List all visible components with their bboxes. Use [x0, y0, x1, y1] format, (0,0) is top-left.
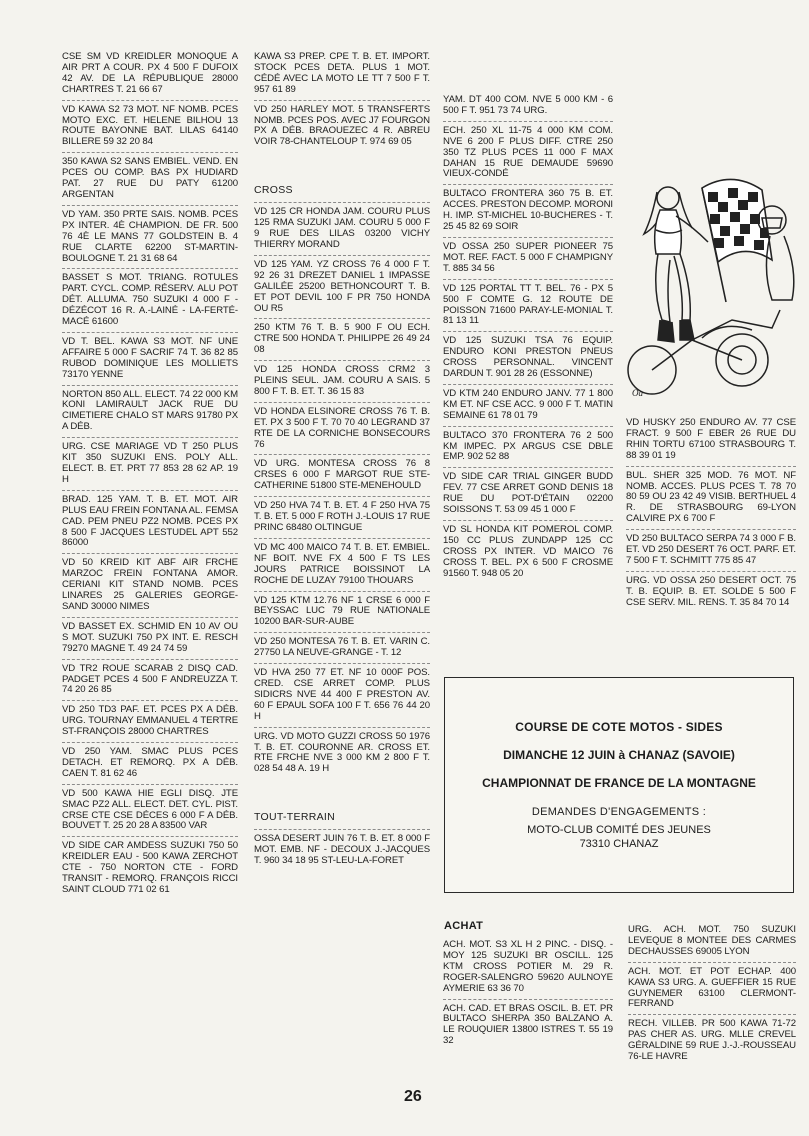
classified-ad: VD URG. MONTESA CROSS 76 8 CRSES 6 000 F MARGOT RUE STE-CATHERINE 51800 STE-MENEHOULD	[254, 459, 430, 497]
classified-ad: BRAD. 125 YAM. T. B. ET. MOT. AIR PLUS EAU FREIN FONTANA AL. FEMSA CAD. PEM PNEU PZ2 NOMB. PCES PX 8 500 F JACQUES LESTUDEL APT 552 86000	[62, 495, 238, 555]
classified-ad: VD 50 KREID KIT ABF AIR FRCHE MARZOC FREIN FONTANA AMOR. CERIANI KIT STAND NOMB. PCES LINARES 25 GALERIES GEORGE-SAND 30000 NIMES	[62, 558, 238, 618]
classified-ad: VD SIDE CAR AMDESS SUZUKI 750 50 KREIDLER EAU - 500 KAWA ZERCHOT CTE - 750 NORTON CTE - FORD TRANSIT - REMORQ. FRANÇOIS RICCI SAINT CLOUD 771 02 61	[62, 840, 238, 895]
classified-ad: 250 KTM 76 T. B. 5 900 F OU ECH. CTRE 500 HONDA T. PHILIPPE 26 49 24 08	[254, 323, 430, 361]
classified-ad: BUL. SHER 325 MOD. 76 MOT. NF NOMB. ACCES. PLUS PCES T. 78 70 80 59 OU 23 42 49 VISIB. BERTHUEL 4 R. DE STRASBOURG 69-LYON CALVIRE PX 6 700 F	[626, 471, 796, 531]
classified-ad: VD YAM. 350 PRTE SAIS. NOMB. PCES PX INTER. 4È CHAMPION. DE FR. 500 76 4È LE MANS 77 GOLDSTEIN B. 4 RUE CLARTE 62200 ST-MARTIN-BOULOGNE T. 21 31 68 64	[62, 210, 238, 270]
classified-ad: URG. VD MOTO GUZZI CROSS 50 1976 T. B. ET. COURONNE AR. CROSS ET. RTE FRCHE NVE 3 000 KM 2 800 F T. 028 54 48 A. 19 H	[254, 730, 430, 775]
classified-ad: VD TR2 ROUE SCARAB 2 DISQ CAD. PADGET PCES 4 500 F ANDREUZZA T. 74 20 26 85	[62, 664, 238, 702]
classifieds-column-4	[626, 418, 796, 617]
classified-ad: VD SIDE CAR TRIAL GINGER BUDD FEV. 77 CSE ARRET GOND DENIS 18 RUE DU POT-D'ÉTAIN 02200 SOISSONS T. 53 09 45 1 000 F	[443, 472, 613, 521]
classified-ad: VD 125 KTM 12.76 NF 1 CRSE 6 000 F BEYSSAC LUC 79 RUE NATIONALE 10200 BAR-SUR-AUBE	[254, 596, 430, 634]
classified-ad: NORTON 850 ALL. ELECT. 74 22 000 KM KONI LAMIRAULT JACK RUE DU CIMETIERE CHALO ST MARS 91780 PX A DÉB.	[62, 390, 238, 439]
classified-ad: URG. ACH. MOT. 750 SUZUKI LEVEQUE 8 MONTEE DES CARMES DECHAUSSES 69005 LYON	[628, 925, 796, 963]
classified-ad: VD HVA 250 77 ET. NF 10 000F POS. CRED. CSE ARRET COMP. PLUS SIDICRS NVE 44 400 F PRESTON AV. 60 F EPAUL SOFA 100 F T. 656 76 44 20 H	[254, 668, 430, 728]
classified-ad: VD 250 BULTACO SERPA 74 3 000 F B. ET. VD 250 DESERT 76 OCT. PARF. ET. 7 500 F T. SCHMITT 775 85 47	[626, 534, 796, 572]
classified-ad: VD 125 HONDA CROSS CRM2 3 PLEINS SEUL. JAM. COURU A SAIS. 5 800 F T. B. ET. T. 36 15 83	[254, 365, 430, 403]
section-heading-cross: CROSS	[254, 178, 430, 203]
event-date: DIMANCHE 12 JUIN à CHANAZ (SAVOIE)	[503, 748, 735, 762]
classified-ad: VD 250 HARLEY MOT. 5 TRANSFERTS NOMB. PCES POS. AVEC J7 FOURGON PX A DÉB. BRAOUEZEC 4 R. ABREU VOIR 78-CHANTELOUP T. 974 69 05	[254, 103, 430, 148]
classified-ad: VD KAWA S2 73 MOT. NF NOMB. PCES MOTO EXC. ET. HELENE BILHOU 13 ROUTE BAYONNE BAT. LILAS 64140 BILLERE 59 32 20 84	[62, 105, 238, 154]
classified-ad: VD 250 MONTESA 76 T. B. ET. VARIN C. 27750 LA NEUVE-GRANGE - T. 12	[254, 637, 430, 664]
section-heading-achat: ACHAT	[444, 920, 484, 932]
classified-ad: KAWA S3 PREP. CPE T. B. ET. IMPORT. STOCK PCES DETA. PLUS 1 MOT. CÉDÉ AVEC LA MOTO LE TT 7 500 F T. 957 61 89	[254, 52, 430, 101]
classified-ad: VD 125 PORTAL TT T. BEL. 76 - PX 5 500 F COMTE G. 12 ROUTE DE POISSON 71600 PARAY-LE-MONIAL T. 81 13 11	[443, 284, 613, 333]
classified-ad: URG. CSE MARIAGE VD T 250 PLUS KIT 350 SUZUKI ENS. POLY ALL. ELECT. B. ET. PRT 77 853 28 62 AP. 19 H	[62, 442, 238, 491]
decorative-header-graphic	[615, 80, 805, 140]
classified-ad: ACH. MOT. ET POT ECHAP. 400 KAWA S3 URG. A. GUEFFIER 15 RUE GUYNEMER 63100 CLERMONT-FERRAND	[628, 967, 796, 1016]
classified-ad: VD 125 SUZUKI TSA 76 EQUIP. ENDURO KONI PRESTON PNEUS CROSS PERSONNAL. VINCENT DARDUN T. 901 28 26 (ESSONNE)	[443, 336, 613, 385]
classified-ad: VD 125 YAM. YZ CROSS 76 4 000 F T. 92 26 31 DREZET DANIEL 1 IMPASSE GALILÉE 25200 BETHONCOURT T. B. ET POT DEVIL 100 F PR 750 HONDA OU R5	[254, 260, 430, 320]
classifieds-achat-left	[443, 940, 613, 1055]
motocross-girl-illustration	[622, 170, 804, 402]
page-number: 26	[404, 1088, 422, 1105]
classified-ad: YAM. DT 400 COM. NVE 5 000 KM - 6 500 F T. 951 73 74 URG.	[443, 95, 613, 122]
classified-ad: BULTACO 370 FRONTERA 76 2 500 KM IMPEC. PX ARGUS CSE DBLE EMP. 902 52 88	[443, 431, 613, 469]
classified-ad: VD 125 CR HONDA JAM. COURU PLUS 125 RMA SUZUKI JAM. COURU 5 000 F 9 RUE DES LILAS 03200 VICHY THIERRY MORAND	[254, 207, 430, 256]
classified-ad: 350 KAWA S2 SANS EMBIEL. VEND. EN PCES OU COMP. BAS PX HUDIARD PAT. 27 RUE DU PATY 61200 ARGENTAN	[62, 157, 238, 206]
classifieds-achat-right	[628, 925, 796, 1071]
artist-signature: Oa	[632, 388, 643, 398]
event-announcement-box	[444, 677, 794, 893]
classified-ad: VD 250 TD3 PAF. ET. PCES PX A DÉB. URG. TOURNAY EMMANUEL 4 TERTRE ST-FRANÇOIS 28000 CHARTRES	[62, 705, 238, 743]
classified-ad: VD T. BEL. KAWA S3 MOT. NF UNE AFFAIRE 5 000 F SACRIF 74 T. 36 82 85 RUBOD DOMINIQUE LES MOLLIETS 73170 YENNE	[62, 337, 238, 386]
classified-ad: VD HONDA ELSINORE CROSS 76 T. B. ET. PX 3 500 F T. 70 70 40 LEGRAND 37 RTE DE LA CORNICHE BONSECOURS 76	[254, 407, 430, 456]
classified-ad: ACH. CAD. ET BRAS OSCIL. B. ET. PR BULTACO SHERPA 350 BALZANO A. LE ROUQUIER 13800 ISTRES T. 55 19 32	[443, 1002, 613, 1047]
classified-ad: VD OSSA 250 SUPER PIONEER 75 MOT. REF. FACT. 5 000 F CHAMPIGNY T. 885 34 56	[443, 242, 613, 280]
classified-ad: CSE SM VD KREIDLER MONOQUE A AIR PRT A COUR. PX 4 500 F DUFOIX 42 AV. DE LA RÉPUBLIQUE 28000 CHARTRES T. 21 66 67	[62, 52, 238, 101]
classifieds-column-3	[443, 95, 613, 588]
classified-ad: VD 250 YAM. SMAC PLUS PCES DETACH. ET REMORQ. PX A DÉB. CAEN T. 81 62 46	[62, 747, 238, 785]
classified-ad: OSSA DESERT JUIN 76 T. B. ET. 8 000 F MOT. EMB. NF - DECOUX J.-JACQUES T. 960 34 18 95 ST-LEU-LA-FORET	[254, 833, 430, 867]
event-championship: CHAMPIONNAT DE FRANCE DE LA MONTAGNE	[482, 776, 756, 790]
event-title: COURSE DE COTE MOTOS - SIDES	[515, 720, 723, 734]
classified-ad: VD KTM 240 ENDURO JANV. 77 1 800 KM ET. NF CSE ACC. 9 000 F T. MATIN SEMAINE 61 78 01 79	[443, 389, 613, 427]
classified-ad: ACH. MOT. S3 XL H 2 PINC. - DISQ. - MOY 125 SUZUKI BR OSCILL. 125 KTM CROSS POTIER M. 29 R. ROGER-SALENGRO 59620 AULNOYE AYMERIE 63 36 70	[443, 940, 613, 1000]
classified-ad: VD MC 400 MAICO 74 T. B. ET. EMBIEL. NF BOIT. NVE FX 4 500 F TS LES JOURS PATRICE BOISSINOT LA ROCHE DE LUZAY 79100 THOUARS	[254, 543, 430, 592]
classifieds-column-1	[62, 52, 238, 904]
event-registration-label: DEMANDES D'ENGAGEMENTS :	[531, 806, 707, 818]
classified-ad: BULTACO FRONTERA 360 75 B. ET. ACCES. PRESTON DECOMP. MORONI H. IMP. ST-MICHEL 10-BUCHERES - T. 25 45 82 69 SOIR	[443, 189, 613, 238]
classified-ad: ECH. 250 XL 11-75 4 000 KM COM. NVE 6 200 F PLUS DIFF. CTRE 250 350 TZ PLUS PCES 11 000 F MAX DAHAN 15 RUE DEMAUDE 59690 VIEUX-CONDÉ	[443, 126, 613, 186]
classified-ad: URG. VD OSSA 250 DESERT OCT. 75 T. B. EQUIP. B. ET. SOLDE 5 500 F CSE SERV. MIL. RENS. T. 35 84 70 14	[626, 574, 796, 608]
classified-ad: RECH. VILLEB. PR 500 KAWA 71-72 PAS CHER AS. URG. MLLE CREVEL GÉRALDINE 59 RUE J.-J.-ROUSSEAU 76-LE HAVRE	[628, 1018, 796, 1063]
classified-ad: VD BASSET EX. SCHMID EN 10 AV OU S MOT. SUZUKI 750 PX INT. E. RESCH 79270 MAGNE T. 49 24 74 59	[62, 622, 238, 660]
event-club: MOTO-CLUB COMITÉ DES JEUNES	[527, 824, 711, 836]
classified-ad: BASSET S MOT. TRIANG. ROTULES PART. CYCL. COMP. RÉSERV. ALU POT DÉT. ALLUMA. 750 SUZUKI 4 000 F - DÉZÉCOT 16 R. A.-LAINÉ - LA-FERTÉ-MACÉ 61600	[62, 273, 238, 333]
event-address: 73310 CHANAZ	[579, 838, 659, 850]
classified-ad: VD HUSKY 250 ENDURO AV. 77 CSE FRACT. 9 500 F EBER 26 RUE DU RHIN TORTU 67100 STRASBOURG T. 88 39 01 19	[626, 418, 796, 467]
section-heading-tout-terrain: TOUT-TERRAIN	[254, 805, 430, 830]
classified-ad: VD 250 HVA 74 T. B. ET. 4 F 250 HVA 75 T. B. ET. 5 000 F ROTH J.-LOUIS 17 RUE PRINC 68480 OLTINGUE	[254, 501, 430, 539]
classified-ad: VD SL HONDA KIT POMEROL COMP. 150 CC PLUS ZUNDAPP 125 CC CROSS PX INTER. VD MAICO 76 CROSS T. BEL. PX 6 500 F CROSME 91560 T. 948 05 20	[443, 524, 613, 579]
classified-ad: VD 500 KAWA HIE EGLI DISQ. JTE SMAC PZ2 ALL. ELECT. DET. CYL. PIST. CRSE CTE CSE DÉCES 6 000 F A DÉB. BOUVET T. 25 20 28 A 83500 VAR	[62, 789, 238, 838]
classifieds-column-2	[254, 52, 430, 875]
